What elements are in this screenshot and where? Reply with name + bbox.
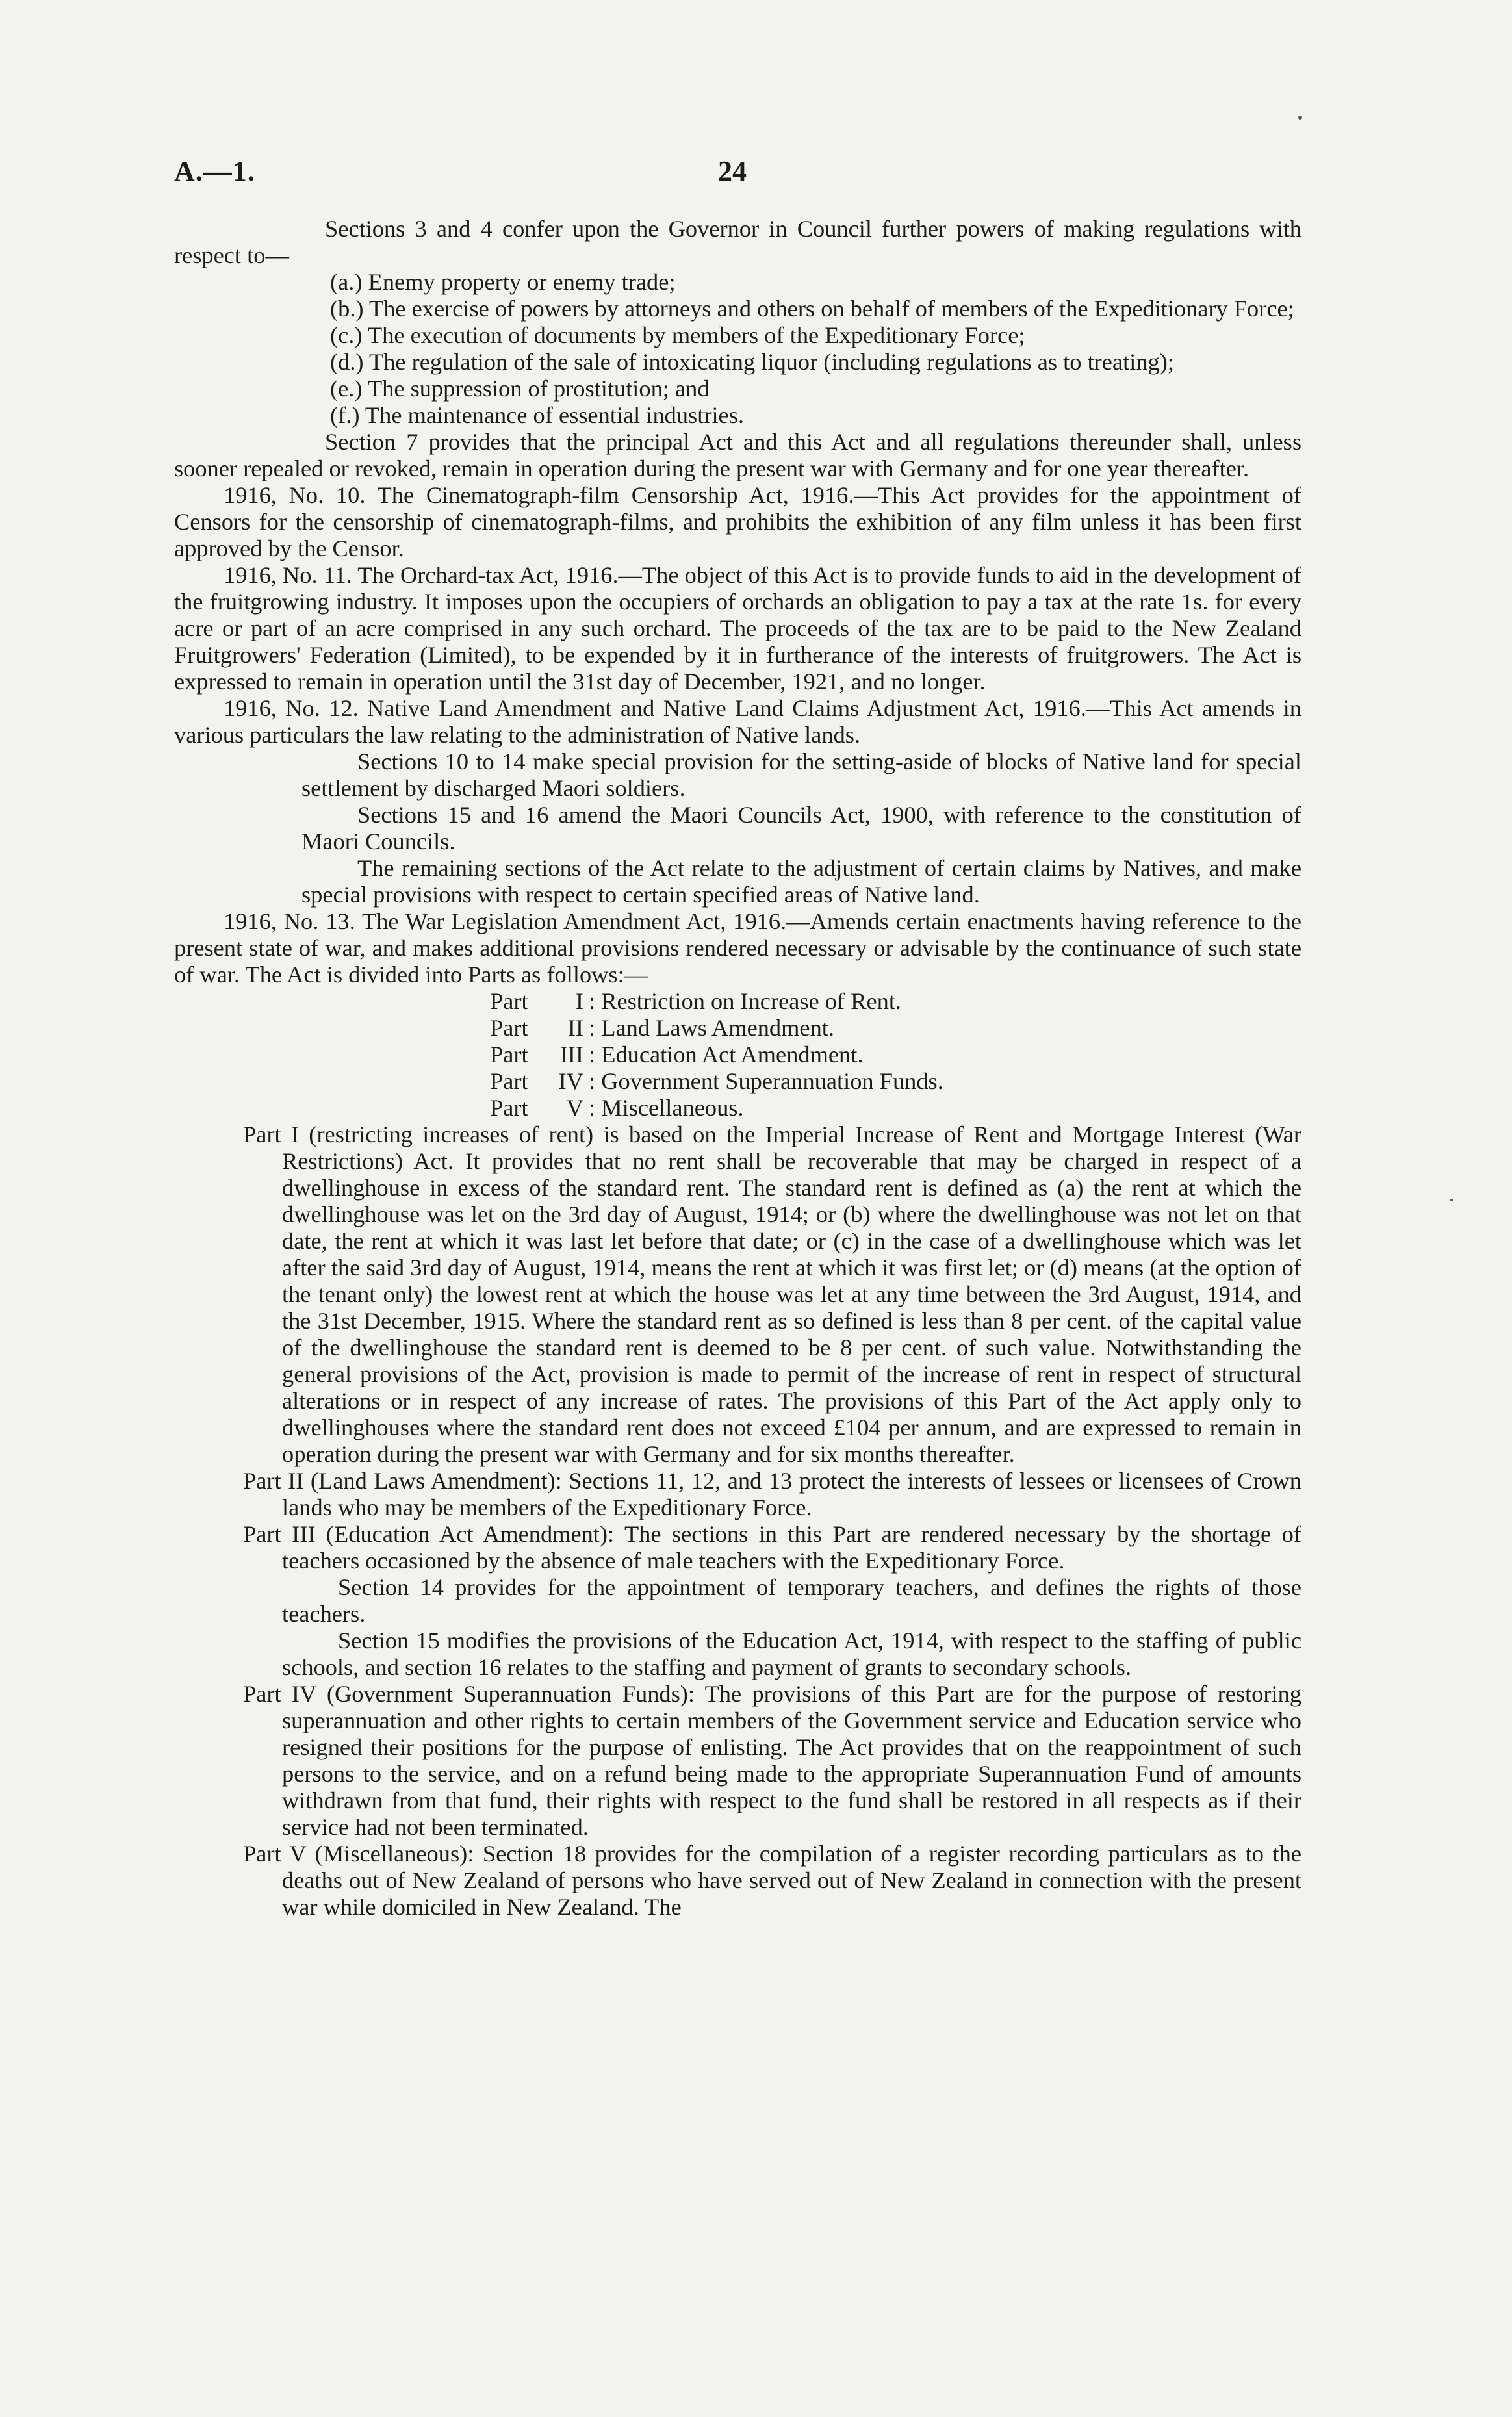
part-title: Education Act Amendment. <box>601 1042 864 1068</box>
part-title: Government Superannuation Funds. <box>601 1068 943 1094</box>
act-paragraph: 1916, No. 13. The War Legislation Amendment Act, 1916.—Amends certain enactments having reference to the present state of war, and makes additional provisions rendered necessary or advisable by the continuance of such state of war. The Act is divided into Parts as follows:— <box>174 908 1301 988</box>
part-paragraph: Part I (restricting increases of rent) is based on the Imperial Increase of Rent and Mortgage Interest (War Restrictions) Act. It provides that no rent shall be recoverable that may be charged in respect of a dwellinghouse in excess of the standard rent. The standard rent is defined as (a) the rent at which the dwellinghouse was let on the 3rd day of August, 1914; or (b) where the dwellinghouse was not let on that date, the rent at which it was last let before that date; or (c) in the case of a dwellinghouse which was let after the said 3rd day of August, 1914, means the rent at which it was first let; or (d) means (at the option of the tenant only) the lowest rent at which the house was let at any time between the 3rd August, 1914, and the 31st December, 1915. Where the standard rent as so defined is less than 8 per cent. of the capital value of the dwellinghouse the standard rent is deemed to be 8 per cent. of such value. Notwithstanding the general provisions of the Act, provision is made to permit of the increase of rent in respect of structural alterations or in respect of any increase of rates. The provisions of this Part of the Act apply only to dwellinghouses where the standard rent does not exceed £104 per annum, and are expressed to remain in operation during the present war with Germany and for six months thereafter. <box>243 1121 1301 1467</box>
page-number: 24 <box>718 155 747 187</box>
list-item: (a.) Enemy property or enemy trade; <box>330 269 676 295</box>
part-paragraph: Part IV (Government Superannuation Funds): The provisions of this Part are for the purpose of restoring superannuation and other rights to certain members of the Government service and Education service who resigned their positions for the purpose of enlisting. The Act provides that on the reappointment of such persons to the service, and on a refund being made to the appropriate Superannuation Fund of amounts withdrawn from that fund, their rights with respect to the fund shall be restored in all respects as if their service had not been terminated. <box>243 1681 1301 1840</box>
parts-list-row: Part III : Education Act Amendment. <box>490 1042 864 1068</box>
part-number: III <box>559 1042 583 1068</box>
paragraph: The remaining sections of the Act relate to the adjustment of certain claims by Natives, and make special provisions with respect to certain specified areas of Native land. <box>301 855 1301 908</box>
paragraph: Sections 15 and 16 amend the Maori Councils Act, 1900, with reference to the constitution of Maori Councils. <box>301 802 1301 854</box>
act-paragraph: 1916, No. 11. The Orchard-tax Act, 1916.—The object of this Act is to provide funds to aid in the development of the fruitgrowing industry. It imposes upon the occupiers of orchards an obligation to pay a tax at the rate 1s. for every acre or part of an acre comprised in any such orchard. The proceeds of the tax are to be paid to the New Zealand Fruitgrowers' Federation (Limited), to be expended by it in furtherance of the interests of fruitgrowers. The Act is expressed to remain in operation until the 31st day of December, 1921, and no longer. <box>174 562 1301 695</box>
part-word: Part <box>490 1068 528 1094</box>
paragraph: Section 14 provides for the appointment of temporary teachers, and defines the rights of those teachers. <box>282 1574 1301 1627</box>
parts-list <box>174 988 1301 1121</box>
list-item: (d.) The regulation of the sale of intoxicating liquor (including regulations as to treating); <box>330 349 1174 375</box>
part-number: II <box>567 1015 583 1041</box>
act-paragraph: 1916, No. 10. The Cinematograph-film Censorship Act, 1916.—This Act provides for the appointment of Censors for the censorship of cinematograph-films, and prohibits the exhibition of any film unless it has been first approved by the Censor. <box>174 482 1301 561</box>
part-word: Part <box>490 1042 528 1068</box>
part-number: IV <box>558 1068 583 1094</box>
list-item: (e.) The suppression of prostitution; and <box>330 376 710 402</box>
part-word: Part <box>490 1015 528 1041</box>
parts-list-row: Part V : Miscellaneous. <box>490 1095 744 1121</box>
paragraph: Section 15 modifies the provisions of the Education Act, 1914, with respect to the staffing of public schools, and section 16 relates to the staffing and payment of grants to secondary schools. <box>282 1628 1301 1680</box>
speck-mark <box>1450 1199 1453 1201</box>
part-word: Part <box>490 1095 528 1121</box>
part-paragraph: Part III (Education Act Amendment): The sections in this Part are rendered necessary by the shortage of teachers occasioned by the absence of male teachers with the Expeditionary Force. <box>243 1521 1301 1574</box>
part-paragraph: Part II (Land Laws Amendment): Sections 11, 12, and 13 protect the interests of lessees or licensees of Crown lands who may be members of the Expeditionary Force. <box>243 1468 1301 1520</box>
parts-list-row: Part I : Restriction on Increase of Rent. <box>490 988 902 1014</box>
parts-list-row: Part IV : Government Superannuation Funds. <box>490 1068 943 1094</box>
page-reference: A.—1. <box>174 155 255 187</box>
paragraph: Sections 3 and 4 confer upon the Governor in Council further powers of making regulations with respect to— <box>174 216 1301 268</box>
parts-list-row: Part II : Land Laws Amendment. <box>490 1015 834 1041</box>
paragraph: Sections 10 to 14 make special provision for the setting-aside of blocks of Native land for special settlement by discharged Maori soldiers. <box>301 748 1301 801</box>
part-title: Land Laws Amendment. <box>601 1015 834 1041</box>
part-title: Restriction on Increase of Rent. <box>601 988 902 1014</box>
list-item: (c.) The execution of documents by members of the Expeditionary Force; <box>330 322 1025 348</box>
part-number: V <box>566 1095 583 1121</box>
paragraph: Section 7 provides that the principal Act and this Act and all regulations thereunder shall, unless sooner repealed or revoked, remain in operation during the present war with Germany and for one year thereafter. <box>174 429 1301 481</box>
list-item: (b.) The exercise of powers by attorneys and others on behalf of members of the Expeditionary Force; <box>330 296 1294 322</box>
part-word: Part <box>490 988 528 1014</box>
list-item: (f.) The maintenance of essential industries. <box>330 402 744 428</box>
part-number: I <box>575 988 583 1014</box>
part-paragraph: Part V (Miscellaneous): Section 18 provides for the compilation of a register recording particulars as to the deaths out of New Zealand of persons who have served out of New Zealand in connection with the present war while domiciled in New Zealand. The <box>243 1841 1301 1920</box>
part-title: Miscellaneous. <box>601 1095 744 1121</box>
document-body <box>174 216 1301 1921</box>
speck-mark <box>1298 116 1302 120</box>
act-paragraph: 1916, No. 12. Native Land Amendment and Native Land Claims Adjustment Act, 1916.—This Act amends in various particulars the law relating to the administration of Native lands. <box>174 695 1301 748</box>
